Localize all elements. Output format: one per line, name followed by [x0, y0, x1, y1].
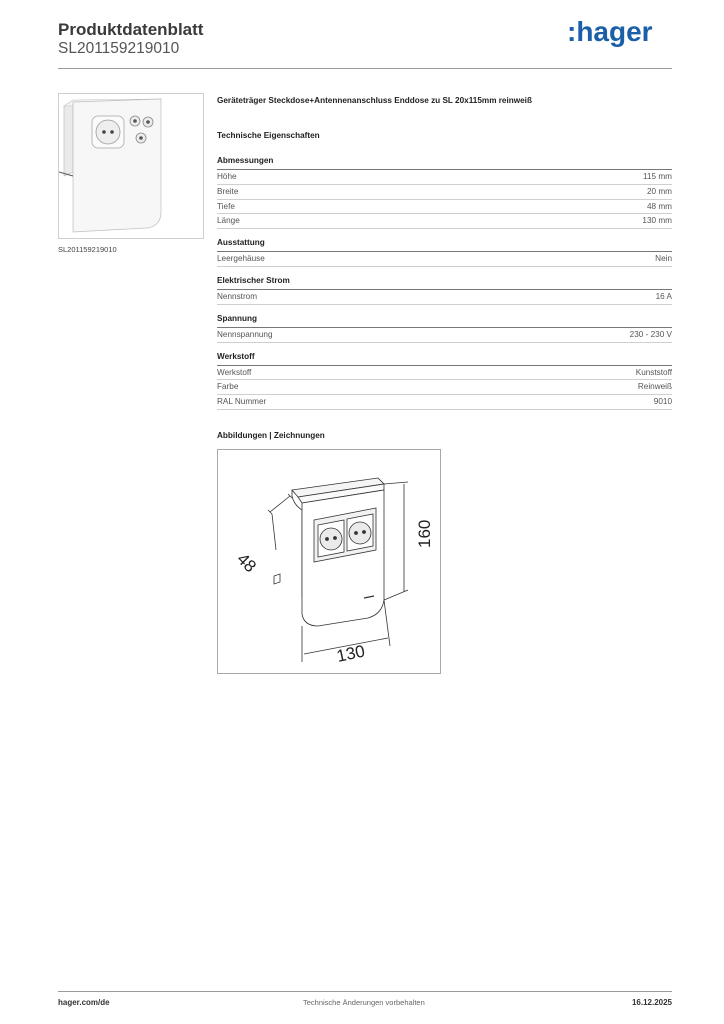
spec-group-title: Werkstoff [217, 352, 672, 366]
product-description: Geräteträger Steckdose+Antennenanschluss Enddose zu SL 20x115mm reinweiß [217, 96, 532, 105]
spec-value: 230 - 230 V [629, 329, 672, 339]
spec-label: Höhe [217, 172, 237, 181]
drawings-heading: Abbildungen | Zeichnungen [217, 431, 325, 440]
header-divider [58, 68, 672, 69]
spec-value: 48 mm [646, 201, 672, 211]
spec-value: 115 mm [643, 172, 672, 181]
spec-value: 16 A [655, 291, 672, 301]
page-title: Produktdatenblatt [58, 20, 204, 39]
spec-row [217, 170, 672, 185]
photo-caption: SL201159219010 [58, 245, 117, 254]
hager-logo-text: :hager [567, 16, 653, 47]
spec-row [217, 185, 672, 200]
spec-label: Tiefe [217, 201, 235, 211]
spec-row [217, 328, 672, 343]
article-number: SL201159219010 [58, 40, 180, 57]
footer-website: hager.com/de [58, 998, 110, 1007]
spec-label: Farbe [217, 382, 239, 392]
spec-row [217, 395, 672, 410]
spec-row [217, 366, 672, 381]
dimension-length-label: 130 [334, 641, 367, 666]
spec-value: Reinweiß [637, 382, 672, 392]
spec-group-ausstattung [217, 238, 672, 267]
spec-group-title: Spannung [217, 314, 672, 328]
dimension-drawing [217, 449, 441, 674]
spec-row [217, 214, 672, 229]
spec-value: Kunststoff [635, 367, 672, 377]
product-photo [58, 93, 204, 239]
spec-label: Werkstoff [217, 367, 252, 377]
spec-label: Nennstrom [217, 291, 258, 301]
spec-group-werkstoff [217, 352, 672, 410]
spec-label: Breite [217, 186, 239, 196]
spec-label: Nennspannung [217, 329, 273, 339]
spec-value: 20 mm [646, 186, 672, 196]
spec-row [217, 200, 672, 215]
spec-value: 9010 [653, 397, 672, 407]
spec-label: RAL Nummer [217, 397, 267, 407]
spec-section [217, 95, 672, 419]
spec-row [217, 380, 672, 395]
spec-row [217, 252, 672, 267]
spec-group-title: Elektrischer Strom [217, 276, 672, 290]
spec-label: Leergehäuse [217, 254, 265, 264]
footer-date: 16.12.2025 [631, 998, 672, 1007]
spec-group-title: Abmessungen [217, 156, 672, 170]
footer-notice: Technische Änderungen vorbehalten [303, 998, 425, 1007]
tech-heading: Technische Eigenschaften [217, 131, 320, 140]
spec-value: Nein [655, 254, 672, 264]
spec-label: Länge [217, 216, 240, 226]
spec-group-title: Ausstattung [217, 238, 672, 252]
footer-divider [58, 991, 672, 992]
spec-value: 130 mm [642, 216, 672, 226]
dimension-depth-label: 48 [233, 549, 260, 577]
dimension-height-label: 160 [415, 519, 434, 548]
spec-row [217, 290, 672, 305]
spec-group-elektrischer-strom [217, 276, 672, 305]
spec-group-abmessungen [217, 156, 672, 229]
hager-logo [567, 14, 657, 48]
spec-group-spannung [217, 314, 672, 343]
